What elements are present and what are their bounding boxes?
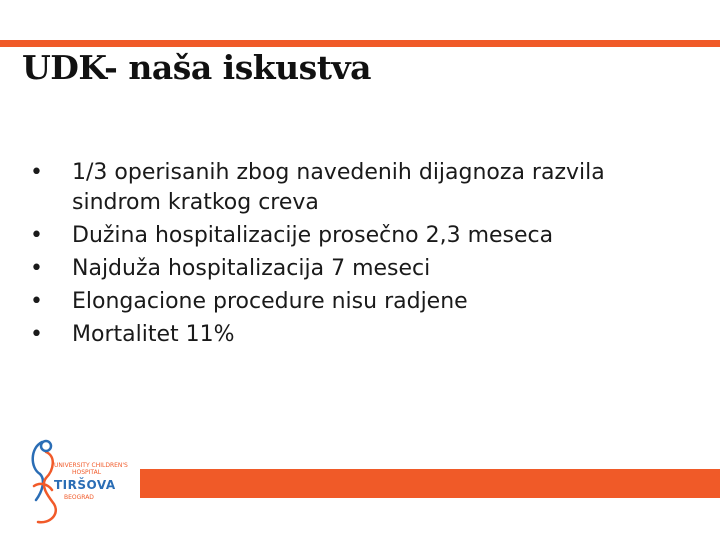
bullet-item	[30, 320, 690, 350]
top-accent-bar	[0, 40, 720, 47]
bullet-text: Mortalitet 11%	[72, 322, 235, 347]
bullet-item	[30, 287, 690, 317]
bullet-list	[30, 158, 690, 353]
bullet-item	[30, 158, 690, 218]
bullet-text: Elongacione procedure nisu radjene	[72, 289, 468, 314]
child-figure-icon	[33, 441, 56, 522]
bullet-dot: •	[30, 223, 43, 248]
bullet-text: Najduža hospitalizacija 7 meseci	[72, 256, 431, 281]
bullet-item	[30, 221, 690, 251]
bullet-text: 1/3 operisanih zbog navedenih dijagnoza razvila sindrom kratkog creva	[72, 160, 605, 215]
logo-name: TIRŠOVA	[54, 478, 116, 492]
logo-line3: BEOGRAD	[64, 494, 94, 501]
logo-line2: HOSPITAL	[72, 469, 102, 476]
slide-title: UDK- naša iskustva	[22, 48, 372, 87]
logo-line1: UNIVERSITY CHILDREN'S	[54, 462, 128, 469]
bullet-dot: •	[30, 256, 43, 281]
bullet-dot: •	[30, 322, 43, 347]
bullet-item	[30, 254, 690, 284]
bullet-text: Dužina hospitalizacije prosečno 2,3 meseca	[72, 223, 554, 248]
footer-accent-bar	[140, 469, 720, 498]
bullet-dot: •	[30, 160, 43, 185]
bullet-dot: •	[30, 289, 43, 314]
